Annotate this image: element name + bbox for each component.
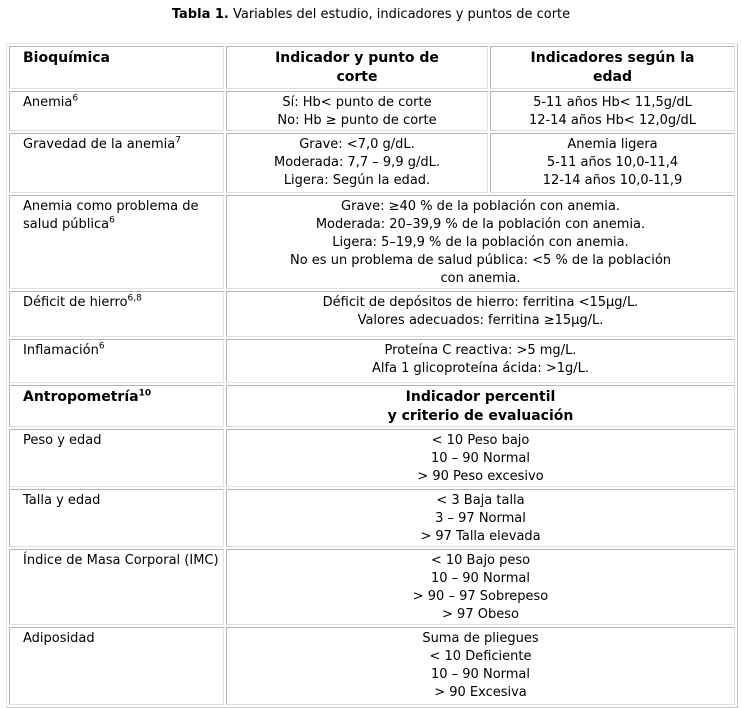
row-label: Índice de Masa Corporal (IMC) <box>23 553 219 568</box>
table-row <box>9 133 735 193</box>
cell-line: > 90 Peso excesivo <box>417 469 544 484</box>
cell-line: < 10 Bajo peso <box>430 553 531 568</box>
row-label-cell <box>9 291 224 337</box>
row-label-cell <box>9 489 224 547</box>
cell-line: < 10 Deficiente <box>429 649 532 664</box>
indicator-cell <box>226 133 488 193</box>
cell-line: Moderada: 20–39,9 % de la población con anemia. <box>315 217 646 232</box>
cell-line: Indicador y punto de <box>275 50 439 66</box>
table-row <box>9 291 735 337</box>
cell-line: y criterio de evaluación <box>387 408 574 424</box>
caption-label: Tabla 1. <box>171 7 229 22</box>
reference-superscript: 6,8 <box>127 293 142 304</box>
reference-superscript: 6 <box>72 93 79 104</box>
cell-line: con anemia. <box>440 271 521 286</box>
indicator-cell <box>226 429 735 487</box>
column-header-cell <box>226 385 735 427</box>
cell-line: Moderada: 7,7 – 9,9 g/dL. <box>274 155 440 170</box>
reference-superscript: 7 <box>175 135 181 146</box>
table-row <box>9 91 735 131</box>
cell-line: 12-14 años 10,0-11,9 <box>542 173 683 188</box>
cell-line: 5-11 años 10,0-11,4 <box>546 155 679 170</box>
indicator-cell <box>226 549 735 625</box>
row-label: Inflamación <box>23 343 99 358</box>
cell-line: Sí: Hb< punto de corte <box>282 95 432 110</box>
row-label-cell <box>9 46 224 89</box>
cell-line: 12-14 años Hb< 12,0g/dL <box>528 113 697 128</box>
indicator-cell <box>490 91 735 131</box>
indicator-cell <box>226 291 735 337</box>
row-label: Anemia <box>23 95 73 110</box>
cell-line: 10 – 90 Normal <box>430 667 531 682</box>
cell-line: Grave: ≥40 % de la población con anemia. <box>341 199 620 214</box>
table-row <box>9 549 735 625</box>
cell-line: No: Hb ≥ punto de corte <box>277 113 437 128</box>
cell-line: Proteína C reactiva: >5 mg/L. <box>384 343 577 358</box>
reference-superscript: 6 <box>98 341 105 352</box>
row-label: Déficit de hierro <box>23 295 128 310</box>
cell-line: edad <box>593 69 632 85</box>
cell-line: Valores adecuados: ferritina ≥15μg/L. <box>357 313 604 328</box>
indicator-cell <box>226 339 735 383</box>
cell-line: Alfa 1 glicoproteína ácida: >1g/L. <box>371 361 590 376</box>
table-row <box>9 195 735 289</box>
cell-line: Anemia ligera <box>567 137 658 152</box>
variables-table <box>6 43 738 708</box>
cell-line: Déficit de depósitos de hierro: ferritina <15μg/L. <box>322 295 639 310</box>
reference-superscript: 6 <box>109 215 115 226</box>
reference-superscript: 10 <box>138 388 152 399</box>
cell-line: > 97 Talla elevada <box>420 529 541 544</box>
cell-line: Indicadores según la <box>530 50 695 66</box>
row-label-cell <box>9 549 224 625</box>
row-label-cell <box>9 627 224 705</box>
cell-line: Ligera: 5–19,9 % de la población con anemia. <box>332 235 629 250</box>
indicator-cell <box>226 627 735 705</box>
cell-line: 10 – 90 Normal <box>430 571 531 586</box>
cell-line: > 97 Obeso <box>442 607 519 622</box>
row-label-cell <box>9 339 224 383</box>
row-label: Anemia como problema de salud pública <box>23 199 199 232</box>
row-label-cell <box>9 91 224 131</box>
cell-line: > 90 Excesiva <box>434 685 527 700</box>
indicator-cell <box>226 489 735 547</box>
cell-line: 5-11 años Hb< 11,5g/dL <box>533 95 692 110</box>
table-row <box>9 339 735 383</box>
row-label-cell <box>9 385 224 427</box>
cell-line: Indicador percentil <box>405 389 556 405</box>
row-label: Gravedad de la anemia <box>23 137 176 152</box>
section-header-row <box>9 46 735 89</box>
cell-line: No es un problema de salud pública: <5 % de la población <box>289 253 672 268</box>
cell-line: 10 – 90 Normal <box>430 451 531 466</box>
cell-line: corte <box>336 69 378 85</box>
cell-line: 3 – 97 Normal <box>435 511 526 526</box>
table-row <box>9 627 735 705</box>
row-label: Peso y edad <box>23 433 102 448</box>
row-label-cell <box>9 133 224 193</box>
column-header-cell <box>226 46 488 89</box>
indicator-cell <box>226 195 735 289</box>
row-label: Bioquímica <box>23 50 111 66</box>
cell-line: < 10 Peso bajo <box>431 433 530 448</box>
row-label-cell <box>9 195 224 289</box>
cell-line: Ligera: Según la edad. <box>283 173 431 188</box>
table-caption <box>0 6 742 24</box>
cell-line: Grave: <7,0 g/dL. <box>299 137 415 152</box>
row-label: Antropometría <box>23 389 139 405</box>
column-header-cell <box>490 46 735 89</box>
caption-text: Variables del estudio, indicadores y puntos de corte <box>228 7 571 22</box>
cell-line: < 3 Baja talla <box>436 493 525 508</box>
table-row <box>9 429 735 487</box>
indicator-cell <box>226 91 488 131</box>
row-label-cell <box>9 429 224 487</box>
row-label: Adiposidad <box>23 631 95 646</box>
section-header-row <box>9 385 735 427</box>
cell-line: Suma de pliegues <box>422 631 539 646</box>
cell-line: > 90 – 97 Sobrepeso <box>412 589 549 604</box>
row-label: Talla y edad <box>23 493 101 508</box>
indicator-cell <box>490 133 735 193</box>
table-row <box>9 489 735 547</box>
